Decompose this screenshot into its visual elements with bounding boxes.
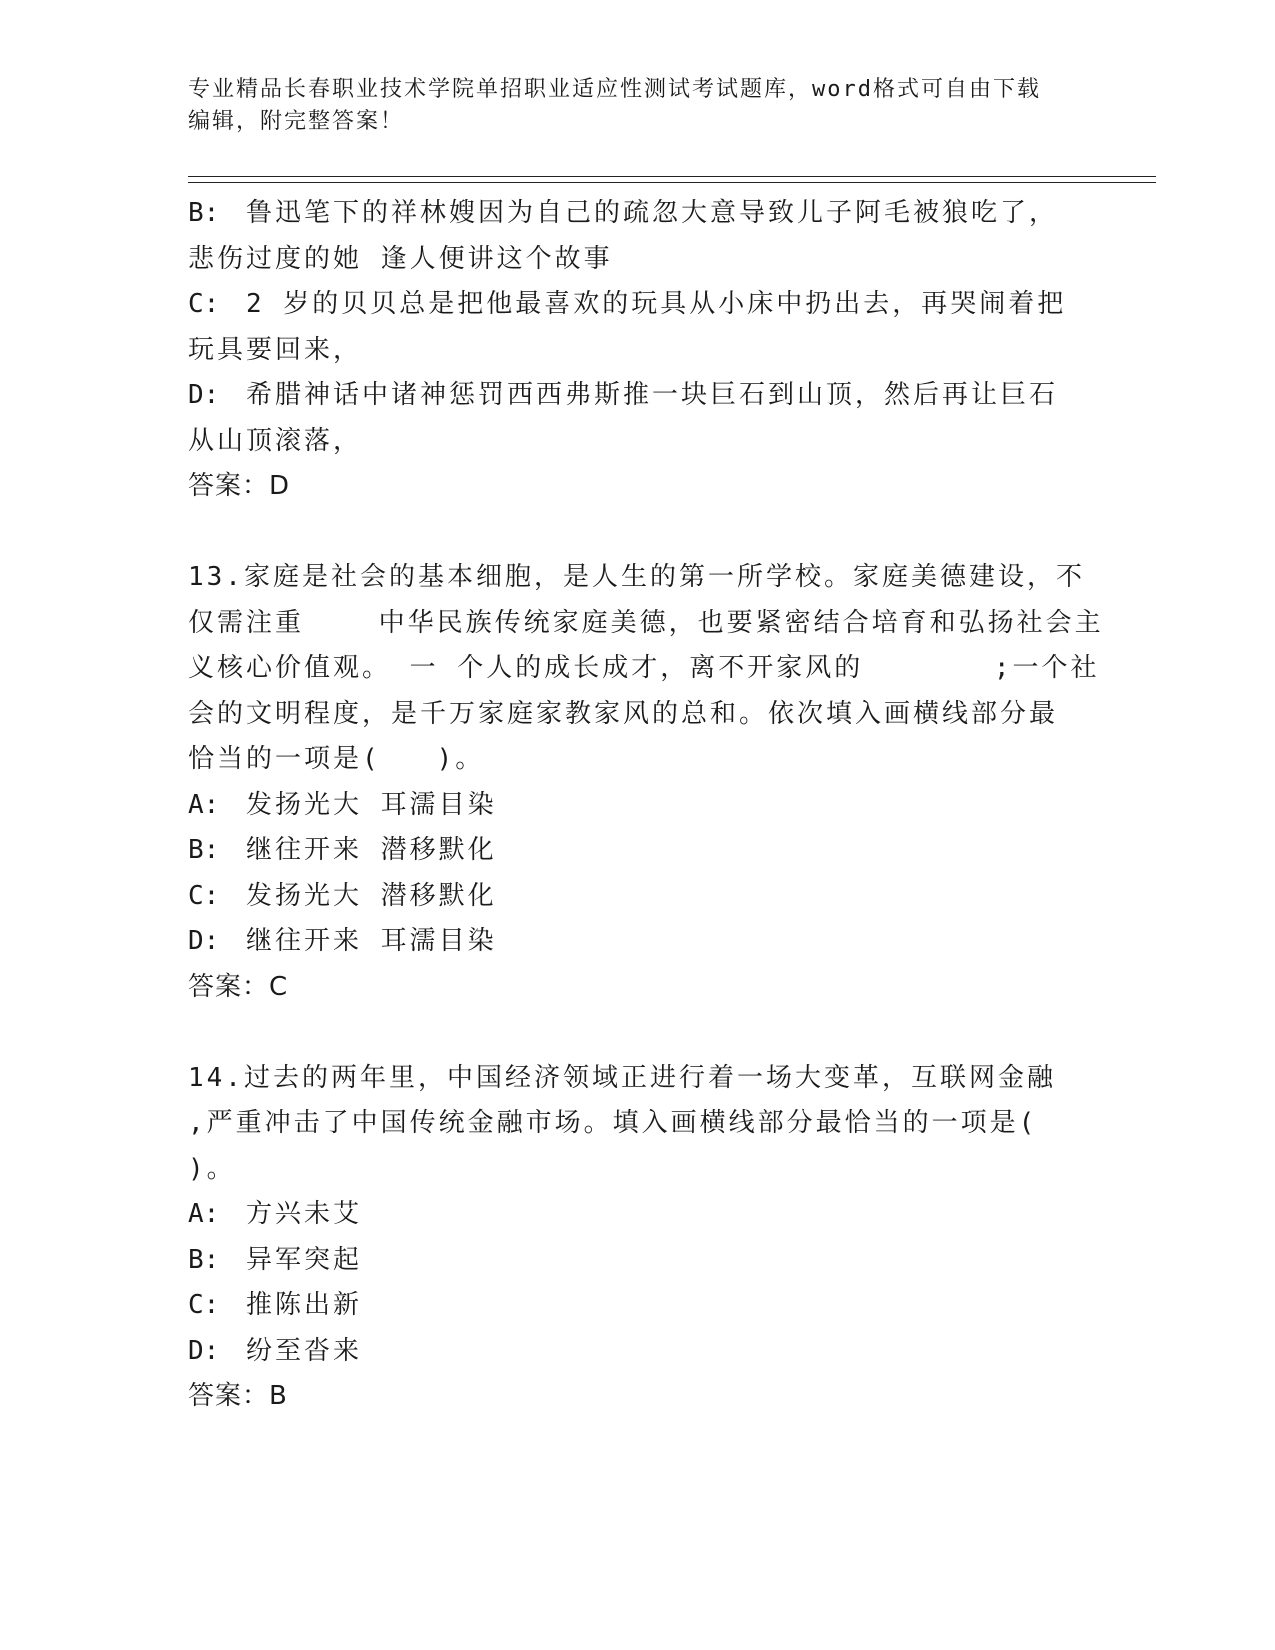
option-b-line-1 (188, 191, 1088, 237)
question-14 (188, 1056, 1088, 1420)
option-text: 发扬光大 潜移默化 (246, 880, 497, 911)
option-text: 方兴未艾 (246, 1199, 363, 1229)
document-header (188, 74, 1088, 138)
question-14-option-a (188, 1192, 1088, 1238)
question-14-line-2: ,严重冲击了中国传统金融市场。填入画横线部分最恰当的一项是( (188, 1108, 1038, 1138)
question-12-tail (188, 191, 1088, 510)
option-text: 继往开来 潜移默化 (246, 835, 497, 865)
option-label: D: (188, 1335, 220, 1366)
header-line-1: 专业精品长春职业技术学院单招职业适应性测试考试题库，word格式可自由下载 (188, 77, 1041, 102)
question-14-option-b (188, 1238, 1088, 1284)
header-line-2: 编辑，附完整答案！ (188, 109, 405, 134)
question-14-option-c (188, 1283, 1088, 1329)
question-13-option-a (188, 783, 1088, 829)
question-13-option-b (188, 828, 1088, 874)
option-label: A: (188, 789, 220, 820)
option-label: C: (188, 289, 220, 319)
option-text: 纷至沓来 (246, 1335, 363, 1366)
header-rule-bottom (188, 182, 1156, 183)
option-text: 继往开来 耳濡目染 (246, 926, 497, 956)
question-13-line-5: 恰当的一项是( )。 (188, 744, 485, 774)
option-label: B: (188, 198, 220, 228)
question-13-line-4: 会的文明程度，是千万家庭家教家风的总和。依次填入画横线部分最 (188, 698, 1059, 729)
spacer (188, 1010, 1088, 1056)
option-text: 2 岁的贝贝总是把他最喜欢的玩具从小床中扔出去，再哭闹着把 (246, 289, 1067, 319)
option-label: C: (188, 880, 220, 911)
question-13-option-d (188, 919, 1088, 965)
option-label: B: (188, 1244, 220, 1275)
answer-12: 答案：D (188, 471, 291, 501)
answer-14: 答案：B (188, 1381, 288, 1411)
question-13-line-3: 义核心价值观。 一 个人的成长成才，离不开家风的 ;一个社 (188, 653, 1100, 683)
spacer (188, 510, 1088, 556)
question-14-option-d (188, 1329, 1088, 1375)
option-label: D: (188, 380, 220, 410)
question-13-option-c (188, 874, 1088, 920)
question-13-line-2: 仅需注重 中华民族传统家庭美德，也要紧密结合培育和弘扬社会主 (188, 607, 1104, 638)
question-14-line-3: )。 (188, 1153, 236, 1184)
option-d-line-2: 从山顶滚落， (188, 425, 363, 456)
answer-13: 答案：C (188, 971, 289, 1002)
option-text: 发扬光大 耳濡目染 (246, 789, 497, 820)
option-c-line-1 (188, 282, 1088, 328)
option-label: A: (188, 1199, 220, 1229)
header-rule-top (188, 176, 1156, 177)
question-13 (188, 555, 1104, 1010)
option-label: D: (188, 926, 220, 956)
option-label: C: (188, 1290, 220, 1320)
document-body (188, 191, 1104, 1420)
option-text: 异军突起 (246, 1244, 363, 1275)
option-label: B: (188, 835, 220, 865)
option-b-line-2: 悲伤过度的她 逢人便讲这个故事 (188, 243, 613, 274)
question-14-line-1: 14.过去的两年里，中国经济领域正进行着一场大变革，互联网金融 (188, 1062, 1056, 1093)
option-text: 鲁迅笔下的祥林嫂因为自己的疏忽大意导致儿子阿毛被狼吃了， (246, 198, 1059, 228)
option-text: 推陈出新 (246, 1290, 363, 1320)
option-c-line-2: 玩具要回来， (188, 334, 363, 365)
question-13-line-1: 13.家庭是社会的基本细胞，是人生的第一所学校。家庭美德建设，不 (188, 562, 1085, 592)
option-d-line-1 (188, 373, 1088, 419)
option-text: 希腊神话中诸神惩罚西西弗斯推一块巨石到山顶，然后再让巨石 (246, 380, 1059, 410)
